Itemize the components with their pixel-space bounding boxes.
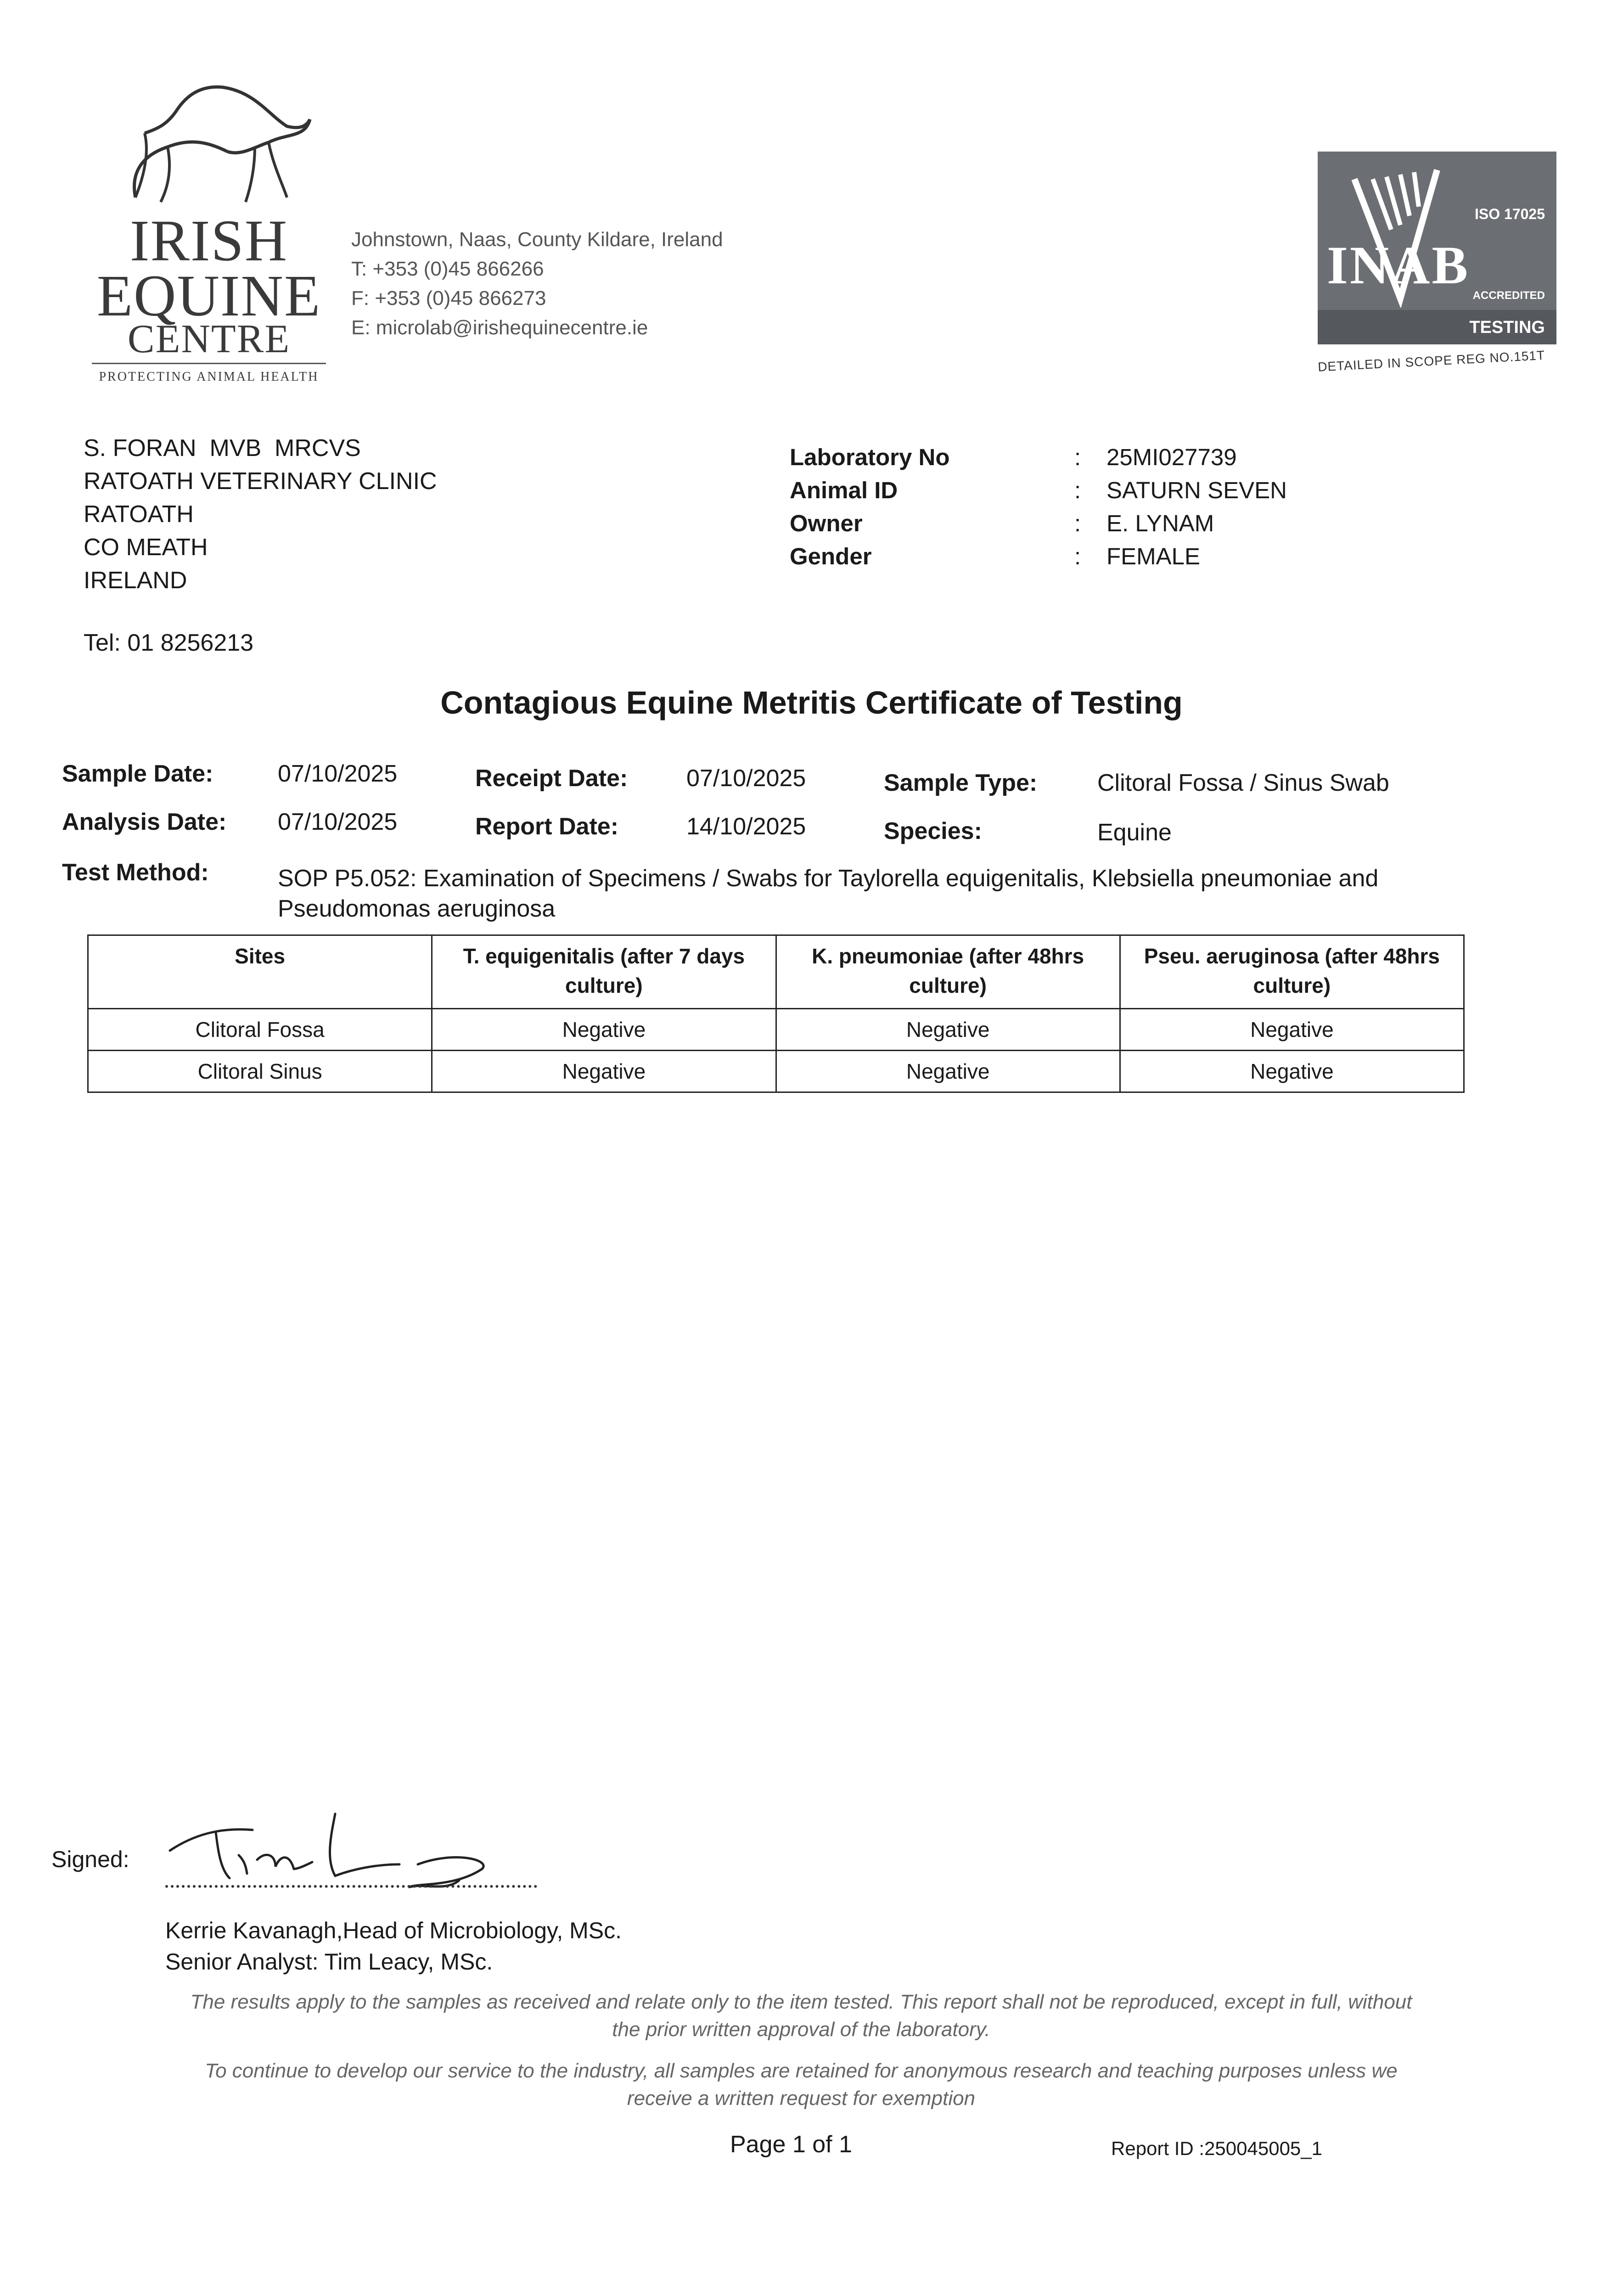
signer-block xyxy=(165,1915,622,1977)
contact-email: E: microlab@irishequinecentre.ie xyxy=(351,316,648,339)
sample-type-label: Sample Type: xyxy=(884,770,1038,796)
table-cell: Clitoral Fossa xyxy=(88,1009,432,1051)
test-method-line: Pseudomonas aeruginosa xyxy=(278,895,556,922)
signature-line xyxy=(165,1885,537,1888)
lab-info-value: E. LYNAM xyxy=(1106,510,1214,536)
analysis-date-label: Analysis Date: xyxy=(62,809,227,835)
signer-line: Senior Analyst: Tim Leacy, MSc. xyxy=(165,1949,493,1975)
disclaimer-line: The results apply to the samples as received and relate only to the item tested. This report shall not be reproduced, except in full, without xyxy=(190,1991,1412,2013)
table-row xyxy=(88,1051,1464,1092)
disclaimer-line: To continue to develop our service to the industry, all samples are retained for anonymous research and teaching purposes unless we xyxy=(205,2060,1398,2082)
lab-info-row xyxy=(790,474,1287,507)
table-cell: Clitoral Sinus xyxy=(88,1051,432,1092)
disclaimer-results xyxy=(106,1988,1497,2043)
lab-info-label: Animal ID xyxy=(790,477,898,503)
signer-line: Kerrie Kavanagh,Head of Microbiology, MSc. xyxy=(165,1918,622,1943)
column-header: K. pneumoniae (after 48hrs culture) xyxy=(776,935,1120,1009)
contact-phone: T: +353 (0)45 866266 xyxy=(351,258,544,280)
lab-info-value: FEMALE xyxy=(1106,543,1201,569)
inab-accreditation-badge xyxy=(1317,152,1559,374)
table-cell: Negative xyxy=(776,1009,1120,1051)
disclaimer-line: the prior written approval of the laboratory. xyxy=(612,2018,990,2041)
logo-line-1: IRISH xyxy=(129,208,288,273)
lab-info-row xyxy=(790,507,1287,540)
disclaimer-line: receive a written request for exemption xyxy=(627,2087,976,2110)
test-method-value xyxy=(278,863,1378,924)
lab-info-colon: : xyxy=(1074,510,1081,536)
table-cell: Negative xyxy=(776,1051,1120,1092)
logo-line-3: CENTRE xyxy=(127,317,291,361)
recipient-county: CO MEATH xyxy=(84,534,208,561)
report-date-value: 14/10/2025 xyxy=(686,813,806,840)
horse-icon xyxy=(117,78,319,207)
lab-info-colon: : xyxy=(1074,444,1081,470)
test-method-label: Test Method: xyxy=(62,859,209,886)
inab-iso: ISO 17025 xyxy=(1475,206,1545,222)
certificate-title: Contagious Equine Metritis Certificate of Testing xyxy=(440,685,1183,720)
table-header-row xyxy=(88,935,1464,1009)
handwritten-signature xyxy=(161,1800,500,1910)
recipient-clinic: RATOATH VETERINARY CLINIC xyxy=(84,468,437,495)
column-header: T. equigenitalis (after 7 days culture) xyxy=(432,935,776,1009)
page-number: Page 1 of 1 xyxy=(730,2131,852,2158)
recipient-tel: Tel: 01 8256213 xyxy=(84,630,254,656)
sample-type-value: Clitoral Fossa / Sinus Swab xyxy=(1097,770,1389,796)
receipt-date-value: 07/10/2025 xyxy=(686,765,806,792)
inab-scope: DETAILED IN SCOPE REG NO.151T xyxy=(1317,348,1545,374)
lab-info-colon: : xyxy=(1074,477,1081,503)
report-id: Report ID :250045005_1 xyxy=(1111,2138,1323,2159)
lab-info-value: 25MI027739 xyxy=(1106,444,1237,470)
table-cell: Negative xyxy=(432,1009,776,1051)
test-method-line: SOP P5.052: Examination of Specimens / Swabs for Taylorella equigenitalis, Klebsiella pneumoniae and xyxy=(278,865,1379,892)
recipient-address xyxy=(84,432,437,597)
logo-tagline: PROTECTING ANIMAL HEALTH xyxy=(92,363,326,383)
lab-info xyxy=(790,441,1287,573)
recipient-country: IRELAND xyxy=(84,567,187,594)
species-label: Species: xyxy=(884,818,982,844)
lab-info-label: Gender xyxy=(790,543,872,569)
disclaimer-retention xyxy=(106,2057,1497,2112)
table-cell: Negative xyxy=(1120,1051,1464,1092)
recipient-town: RATOATH xyxy=(84,501,194,528)
analysis-date-value: 07/10/2025 xyxy=(278,809,398,835)
results-table xyxy=(87,934,1465,1093)
inab-testing: TESTING xyxy=(1469,318,1545,337)
table-row xyxy=(88,1009,1464,1051)
recipient-name: S. FORAN MVB MRCVS xyxy=(84,435,361,461)
sample-date-value: 07/10/2025 xyxy=(278,760,398,787)
lab-info-row xyxy=(790,540,1287,573)
inab-brand: INAB xyxy=(1327,235,1470,295)
inab-accredited: ACCREDITED xyxy=(1472,289,1545,302)
species-value: Equine xyxy=(1097,819,1172,846)
report-date-label: Report Date: xyxy=(475,813,619,840)
irish-equine-centre-logo xyxy=(90,78,328,395)
lab-info-colon: : xyxy=(1074,543,1081,569)
table-cell: Negative xyxy=(432,1051,776,1092)
lab-info-row xyxy=(790,441,1287,474)
receipt-date-label: Receipt Date: xyxy=(475,765,628,792)
contact-block xyxy=(351,225,723,343)
lab-info-label: Laboratory No xyxy=(790,444,950,470)
lab-info-value: SATURN SEVEN xyxy=(1106,477,1287,503)
table-cell: Negative xyxy=(1120,1009,1464,1051)
logo-line-2: EQUINE xyxy=(96,263,321,328)
contact-address: Johnstown, Naas, County Kildare, Ireland xyxy=(351,228,723,251)
signed-label: Signed: xyxy=(51,1846,129,1872)
lab-info-label: Owner xyxy=(790,510,863,536)
sample-date-label: Sample Date: xyxy=(62,760,213,787)
column-header: Pseu. aeruginosa (after 48hrs culture) xyxy=(1120,935,1464,1009)
contact-fax: F: +353 (0)45 866273 xyxy=(351,287,546,310)
column-header: Sites xyxy=(88,935,432,1009)
